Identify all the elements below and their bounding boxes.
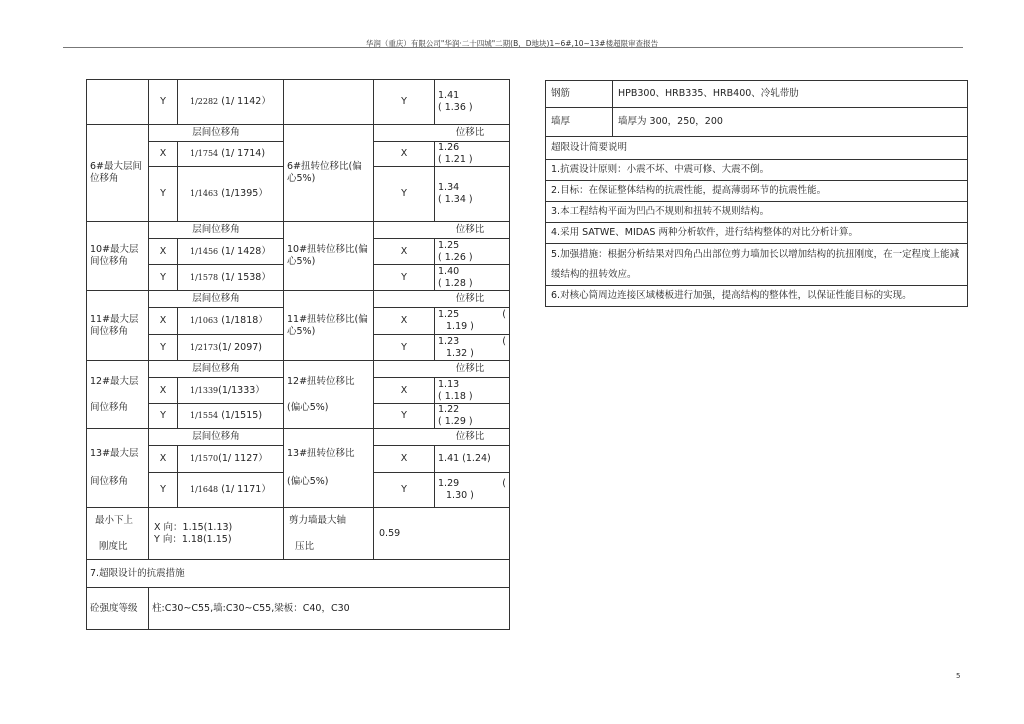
table-row: Y 1/1578 (1/ 1538） Y 1.40 ( 1.28 ) bbox=[87, 265, 510, 291]
building-11-torsion-label: 11#扭转位移比(偏心5%) bbox=[284, 291, 374, 361]
header-rule bbox=[63, 47, 963, 48]
drift-value: 1/2282 (1/ 1142） bbox=[178, 80, 284, 125]
table-row: X 1/1456 (1/ 1428） X 1.25 ( 1.26 ) bbox=[87, 239, 510, 265]
table-row: X 1/1570(1/ 1127） X 1.41 (1.24) bbox=[87, 446, 510, 473]
table-row: Y 1/1554 (1/1515) Y 1.22 ( 1.29 ) bbox=[87, 404, 510, 429]
direction-label: Y bbox=[149, 80, 178, 125]
building-10-drift-label: 10#最大层间位移角 bbox=[87, 222, 149, 291]
table-row bbox=[87, 560, 510, 588]
direction-label: Y bbox=[374, 80, 435, 125]
table-row: X 1/1063 (1/1818） X 1.25 ( 1.19 ) bbox=[87, 308, 510, 335]
note-item: 1.抗震设计原则：小震不坏、中震可修、大震不倒。 bbox=[546, 160, 968, 181]
note-item: 5.加强措施：根据分析结果对四角凸出部位剪力墙加长以增加结构的抗扭刚度，在一定程度上能减缓结构的扭转效应。 bbox=[546, 244, 968, 286]
table-row: 13#最大层 间位移角 层间位移角 13#扭转位移比 (偏心5%) 位移比 bbox=[87, 429, 510, 446]
table-row: 12#最大层 间位移角 层间位移角 12#扭转位移比 (偏心5%) 位移比 bbox=[87, 361, 510, 378]
table-row bbox=[546, 181, 968, 202]
concrete-grade-value: 柱:C30~C55,墙:C30~C55,梁板：C40，C30 bbox=[149, 588, 510, 630]
note-item: 3.本工程结构平面为凹凸不规则和扭转不规则结构。 bbox=[546, 202, 968, 223]
concrete-grade-label: 砼强度等级 bbox=[87, 588, 149, 630]
table-row bbox=[87, 508, 510, 560]
note-item: 4.采用 SATWE、MIDAS 两种分析软件，进行结构整体的对比分析计算。 bbox=[546, 223, 968, 244]
ratio-header: 位移比 bbox=[374, 125, 510, 142]
rebar-label: 钢筋 bbox=[546, 81, 613, 108]
shear-wall-axial-value: 0.59 bbox=[374, 508, 510, 560]
table-row bbox=[546, 286, 968, 307]
table-row bbox=[546, 244, 968, 286]
design-summary-table bbox=[545, 80, 968, 307]
stiffness-ratio-values: X 向：1.15(1.13) Y 向：1.18(1.15) bbox=[149, 508, 284, 560]
building-12-drift-label: 12#最大层 间位移角 bbox=[87, 361, 149, 429]
table-row: 10#最大层间位移角 层间位移角 10#扭转位移比(偏心5%) 位移比 bbox=[87, 222, 510, 239]
table-row bbox=[87, 80, 510, 125]
ratio-value: 1.41 ( 1.36 ) bbox=[435, 80, 510, 125]
note-item: 2.目标：在保证整体结构的抗震性能，提高薄弱环节的抗震性能。 bbox=[546, 181, 968, 202]
wall-thickness-label: 墙厚 bbox=[546, 108, 613, 137]
building-13-torsion-label: 13#扭转位移比 (偏心5%) bbox=[284, 429, 374, 508]
wall-thickness-value: 墙厚为 300，250，200 bbox=[613, 108, 968, 137]
building-11-drift-label: 11#最大层间位移角 bbox=[87, 291, 149, 361]
building-6-drift-label: 6#最大层间位移角 bbox=[87, 125, 149, 222]
table-row: Y 1/1463 (1/1395） Y 1.34 ( 1.34 ) bbox=[87, 167, 510, 222]
report-header-title: 华润（重庆）有限公司"华润·二十四城"二期(B，D地块)1~6#,10~13#楼超限审查报告 bbox=[365, 39, 659, 48]
table-row: X 1/1339(1/1333） X 1.13 ( 1.18 ) bbox=[87, 378, 510, 404]
drift-header: 层间位移角 bbox=[149, 125, 284, 142]
building-10-torsion-label: 10#扭转位移比(偏心5%) bbox=[284, 222, 374, 291]
section-7-heading: 7.超限设计的抗震措施 bbox=[87, 560, 510, 588]
notes-title: 超限设计简要说明 bbox=[546, 137, 968, 160]
shear-wall-axial-label: 剪力墙最大轴 压比 bbox=[284, 508, 374, 560]
table-row bbox=[546, 223, 968, 244]
building-12-torsion-label: 12#扭转位移比 (偏心5%) bbox=[284, 361, 374, 429]
table-row: X 1/1754 (1/ 1714) X 1.26 ( 1.21 ) bbox=[87, 142, 510, 167]
drift-ratio-table bbox=[86, 79, 510, 630]
table-row bbox=[546, 160, 968, 181]
table-row bbox=[546, 202, 968, 223]
table-row: Y 1/1648 (1/ 1171） Y 1.29 ( 1.30 ) bbox=[87, 473, 510, 508]
table-row: Y 1/2173(1/ 2097) Y 1.23 ( 1.32 ) bbox=[87, 335, 510, 361]
note-item: 6.对核心筒周边连接区域楼板进行加强，提高结构的整体性，以保证性能目标的实现。 bbox=[546, 286, 968, 307]
stiffness-ratio-label: 最小下上 刚度比 bbox=[87, 508, 149, 560]
building-6-torsion-label: 6#扭转位移比(偏心5%) bbox=[284, 125, 374, 222]
building-13-drift-label: 13#最大层 间位移角 bbox=[87, 429, 149, 508]
page-number: 5 bbox=[956, 672, 961, 680]
table-row bbox=[87, 588, 510, 630]
table-row bbox=[87, 125, 510, 142]
table-row: 11#最大层间位移角 层间位移角 11#扭转位移比(偏心5%) 位移比 bbox=[87, 291, 510, 308]
table-row bbox=[546, 137, 968, 160]
rebar-value: HPB300、HRB335、HRB400、冷轧带肋 bbox=[613, 81, 968, 108]
table-row bbox=[546, 108, 968, 137]
table-row bbox=[546, 81, 968, 108]
